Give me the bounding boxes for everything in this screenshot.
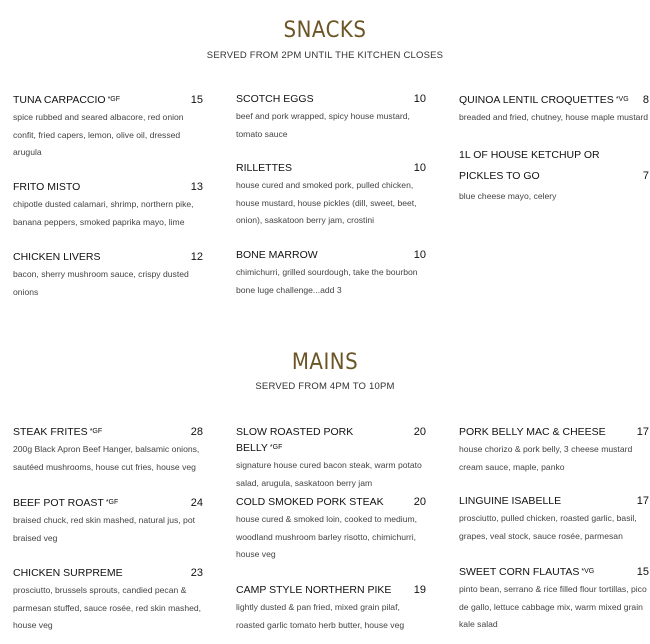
item-price: 24 <box>190 497 203 509</box>
item-price: 15 <box>636 566 649 578</box>
item-price: 28 <box>190 426 203 438</box>
item-price: 15 <box>190 94 203 106</box>
menu-item <box>459 92 649 127</box>
menu-item <box>13 179 203 231</box>
menu-item <box>13 495 203 547</box>
item-tag: *GF <box>107 96 121 103</box>
item-tag: *VG <box>615 96 629 103</box>
item-description: bacon, sherry mushroom sauce, crispy dusted onions <box>13 269 189 297</box>
item-name: STEAK FRITES <box>13 426 88 438</box>
item-name: FRITO MISTO <box>13 181 81 193</box>
item-tag: *GF <box>89 428 103 435</box>
item-name: SCOTCH EGGS <box>236 93 314 105</box>
item-price: 20 <box>413 496 426 508</box>
item-description: pinto bean, serrano & rice filled flour tortillas, pico de gallo, lettuce cabbage mix, warm mixed grain kale salad <box>459 584 647 629</box>
snacks-title: SNACKS <box>283 18 367 43</box>
item-price: 20 <box>413 426 426 438</box>
item-name: QUINOA LENTIL CROQUETTES <box>459 94 614 106</box>
item-price: 23 <box>190 567 203 579</box>
item-price: 10 <box>413 93 426 105</box>
item-price: 17 <box>636 426 649 438</box>
item-name: CAMP STYLE NORTHERN PIKE <box>236 584 392 596</box>
item-name: PORK BELLY MAC & CHEESE <box>459 426 606 438</box>
item-description: house chorizo & pork belly, 3 cheese mustard cream sauce, maple, panko <box>459 444 633 472</box>
item-tag: *VG <box>581 568 595 575</box>
menu-item <box>236 424 426 492</box>
item-name: TUNA CARPACCIO <box>13 94 106 106</box>
menu-item <box>459 564 649 634</box>
item-description: prosciutto, brussels sprouts, candied pecan & parmesan stuffed, sauce rosée, red skin mashed, house veg <box>13 585 202 630</box>
menu-item <box>236 582 426 634</box>
item-description: lightly dusted & pan fried, mixed grain pilaf, roasted garlic tomato herb butter, house veg <box>236 602 405 630</box>
item-name: CHICKEN LIVERS <box>13 251 101 263</box>
menu-item <box>13 249 203 301</box>
item-name: BONE MARROW <box>236 249 318 261</box>
item-description: breaded and fried, chutney, house maple mustard <box>459 112 649 122</box>
item-name: LINGUINE ISABELLE <box>459 495 562 507</box>
item-price: 8 <box>642 94 649 106</box>
item-name: SWEET CORN FLAUTAS <box>459 566 580 578</box>
menu-item <box>236 160 426 230</box>
item-name: BEEF POT ROAST <box>13 497 104 509</box>
snacks-subtitle: SERVED FROM 2PM UNTIL THE KITCHEN CLOSES <box>206 50 444 61</box>
menu-item <box>459 493 649 545</box>
item-tag: *GF <box>269 444 283 451</box>
item-price: 19 <box>413 584 426 596</box>
menu-item <box>13 424 203 476</box>
item-price: 13 <box>190 181 203 193</box>
item-price: 10 <box>413 249 426 261</box>
item-price: 10 <box>413 162 426 174</box>
menu-item <box>236 247 426 299</box>
item-description: blue cheese mayo, celery <box>459 191 557 201</box>
item-name: RILLETTES <box>236 162 293 174</box>
menu-item <box>236 91 426 143</box>
item-price: 12 <box>190 251 203 263</box>
item-description: house cured & smoked loin, cooked to medium, woodland mushroom barley risotto, chimichurri, house veg <box>236 514 418 559</box>
menu-item <box>236 494 426 564</box>
menu-item <box>13 92 203 162</box>
item-name: 1L OF HOUSE KETCHUP OR PICKLES TO GO <box>459 149 600 182</box>
item-description: signature house cured bacon steak, warm potato salad, arugula, saskatoon berry jam <box>236 460 422 488</box>
item-price: 17 <box>636 495 649 507</box>
item-tag: *GF <box>105 499 119 506</box>
menu-item <box>459 145 649 206</box>
item-description: chipotle dusted calamari, shrimp, northern pike, banana peppers, smoked paprika mayo, lime <box>13 199 194 227</box>
item-name: COLD SMOKED PORK STEAK <box>236 496 384 508</box>
mains-title: MAINS <box>291 350 359 375</box>
item-description: prosciutto, pulled chicken, roasted garlic, basil, grapes, veal stock, sauce rosée, parmesan <box>459 513 637 541</box>
menu-item <box>13 565 203 635</box>
mains-subtitle: SERVED FROM 4PM TO 10PM <box>255 381 395 392</box>
item-name: CHICKEN SURPREME <box>13 567 123 579</box>
item-name: SLOW ROASTED PORK BELLY <box>236 426 354 454</box>
item-description: 200g Black Apron Beef Hanger, balsamic onions, sautéed mushrooms, house cut fries, house veg <box>13 444 200 472</box>
item-description: chimichurri, grilled sourdough, take the bourbon bone luge challenge...add 3 <box>236 267 418 295</box>
item-description: house cured and smoked pork, pulled chicken, house mustard, house pickles (dill, sweet, beet, onion), saskatoon berry jam, crostini <box>236 180 417 225</box>
item-description: spice rubbed and seared albacore, red onion confit, fried capers, lemon, olive oil, dressed arugula <box>13 112 184 157</box>
item-price: 7 <box>642 170 649 182</box>
item-description: braised chuck, red skin mashed, natural jus, pot braised veg <box>13 515 195 543</box>
menu-item <box>459 424 649 476</box>
item-description: beef and pork wrapped, spicy house mustard, tomato sauce <box>236 111 410 139</box>
